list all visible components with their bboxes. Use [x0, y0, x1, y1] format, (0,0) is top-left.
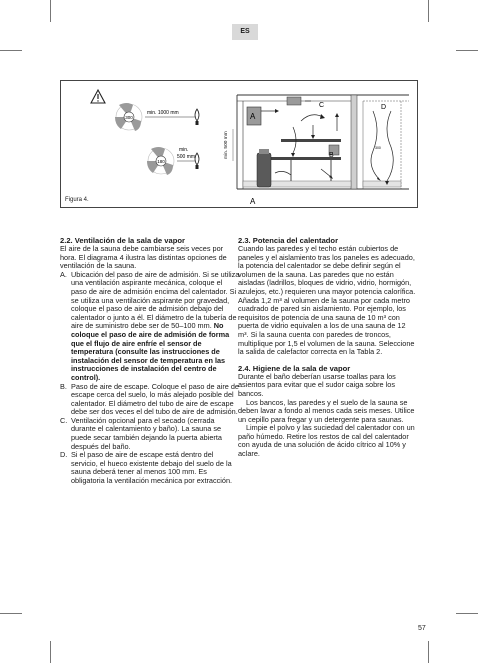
- min-500-label: 500 mm: [177, 154, 196, 160]
- vent-a-bottom-label: A: [250, 197, 256, 206]
- min-500-vertical-label: min. 500 mm: [224, 131, 229, 159]
- bold-warning: No coloque el paso de aire de admisión de forma que el flujo de aire enfríe el sensor de temperatura (consulte las instrucciones de instalación del sensor de temperatura en las instrucciones de instalación del centro de control).: [71, 321, 230, 382]
- heading-heater-power: 2.3. Potencia del calentador: [238, 236, 339, 245]
- heading-ventilation: 2.2. Ventilación de la sala de vapor: [60, 236, 185, 245]
- upper-bench: [281, 139, 341, 142]
- heater-small-icon-2: [195, 153, 199, 169]
- crop-mark-bottom-left: [0, 613, 22, 614]
- heading-hygiene: 2.4. Higiene de la sala de vapor: [238, 363, 351, 373]
- vent-b-label: B: [329, 152, 334, 159]
- vent-c-label: C: [319, 102, 325, 109]
- page-number: 57: [418, 625, 426, 632]
- sauna-heater: [257, 149, 271, 187]
- heater-small-icon-1: [195, 109, 199, 125]
- list-item: A. Ubicación del paso de aire de admisión. Si se utiliza una ventilación aspirante mecánica, coloque el paso de aire de admisión encima del calentador. Si se utiliza una ventilación aspirante por gravedad, coloque el paso de aire de admisión debajo del calentador o junto a él. El diámetro de la tubería de aire de suministro debe ser de 50–100 mm. No coloque el paso de aire de admisión de forma que el flujo de aire enfríe el sensor de temperatura (consulte las instrucciones de instalación del sensor de temperatura en las instrucciones de instalación del centro de control).: [60, 269, 240, 382]
- vent-d-label: D: [381, 104, 387, 111]
- fan-300-label: 300: [125, 115, 133, 120]
- crop-mark-bottom-right: [456, 613, 478, 614]
- vent-a-top-label: A: [250, 112, 256, 121]
- min-label: min.: [179, 147, 189, 153]
- fan-180-label: 180: [157, 159, 165, 164]
- crop-mark-top-left: [0, 50, 22, 51]
- crop-mark-top-right-v: [428, 0, 429, 22]
- hygiene-paragraph-1: Durante el baño deberían usarse toallas para los asientos para evitar que el sudor caiga sobre los bancos.: [238, 371, 396, 398]
- crop-mark-bottom-left-v: [50, 641, 51, 663]
- list-item: D. Si el paso de aire de escape está dentro del servicio, el hueco existente debajo del suelo de la sauna deberá tener al menos 100 mm. Es obligatoria la ventilación mecánica por extracción.: [60, 450, 233, 486]
- right-column: [238, 236, 418, 459]
- heater-power-paragraph: Cuando las paredes y el techo están cubiertos de paneles y el aislamiento tras los paneles es adecuado, la potencia del calentador se debe definir según el volumen de la sauna. Las paredes que no están aisladas (ladrillos, bloques de vidrio, vidrio, hormigón, azulejos, etc.) requieren una mayor potencia calorífica. Añada 1,2 m³ al volumen de la sauna por cada metro cuadrado de pared sin aislamiento. Por ejemplo, los requisitos de potencia de una sauna de 10 m³ con puerta de vidrio equivalen a los de una sauna de 12 m³. Si la sauna cuenta con paredes de troncos, multiplique por 1,5 el volumen de la sauna. Seleccione la salida de calefactor correcta en la Tabla 2.: [238, 244, 416, 357]
- ventilation-intro: El aire de la sauna debe cambiarse seis veces por hora. El diagrama 4 ilustra las distintas opciones de ventilación de la sauna.: [60, 244, 227, 271]
- list-item: B. Paso de aire de escape. Coloque el paso de aire de escape cerca del suelo, lo más alejado posible del calentador. El diámetro del tubo de aire de escape debe ser dos veces el del tubo de aire de admisión.: [60, 381, 239, 417]
- fan-icon-180: [147, 147, 174, 175]
- left-column: [60, 236, 240, 486]
- warning-icon: [91, 90, 105, 103]
- hygiene-paragraph-3: Limpie el polvo y las suciedad del calentador con un paño húmedo. Retire los restos de cal del calentador con ayuda de una solución de ácido cítrico al 10% y aclare.: [238, 423, 415, 459]
- crop-mark-top-left-v: [50, 0, 51, 22]
- crop-mark-bottom-right-v: [428, 641, 429, 663]
- language-tab: ES: [232, 24, 258, 40]
- figure-caption: Figura 4.: [65, 197, 89, 203]
- min-1000-label: min. 1000 mm: [147, 110, 179, 116]
- fan-icon-300: [115, 103, 142, 131]
- crop-mark-top-right: [456, 50, 478, 51]
- figure-4: [60, 80, 418, 208]
- small-300-label: 300: [375, 146, 381, 150]
- ventilation-diagram: [61, 81, 419, 209]
- list-item: C. Ventilación opcional para el secado (cerrada durante el calentamiento y baño). La sauna se puede secar también dejando la puerta abierta después del baño.: [60, 415, 222, 451]
- hygiene-paragraph-2: Los bancos, las paredes y el suelo de la sauna se deben lavar a fondo al menos cada seis meses. Utilice un cepillo para fregar y un detergente para saunas.: [238, 397, 415, 424]
